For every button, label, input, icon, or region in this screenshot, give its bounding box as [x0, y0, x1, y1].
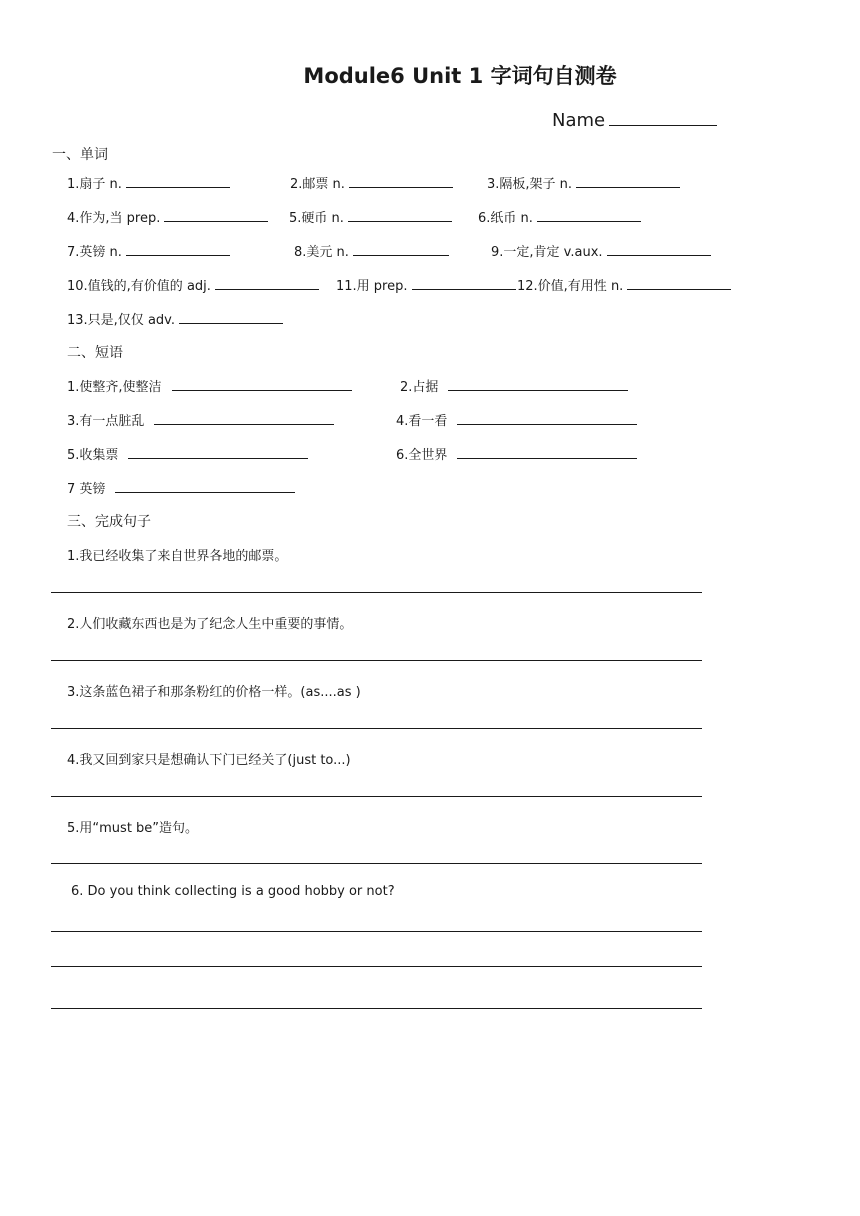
word-item[interactable]: 11.用 prep. — [336, 275, 516, 294]
answer-line[interactable] — [51, 796, 702, 797]
answer-blank[interactable] — [412, 276, 516, 290]
answer-line[interactable] — [51, 966, 702, 967]
section-phrases-heading: 二、短语 — [67, 345, 123, 361]
answer-blank[interactable] — [627, 276, 731, 290]
sentence-prompt: 4.我又回到家只是想确认下门已经关了(just to...) — [67, 753, 351, 768]
word-item[interactable]: 2.邮票 n. — [290, 173, 453, 192]
answer-blank[interactable] — [126, 174, 230, 188]
answer-blank[interactable] — [353, 242, 449, 256]
answer-blank[interactable] — [154, 411, 334, 425]
answer-line[interactable] — [51, 863, 702, 864]
word-item[interactable]: 1.扇子 n. — [67, 173, 230, 192]
sentence-prompt: 6. Do you think collecting is a good hobby or not? — [71, 884, 395, 899]
answer-blank[interactable] — [457, 445, 637, 459]
word-item[interactable]: 7.英镑 n. — [67, 241, 230, 260]
name-label: Name — [552, 110, 606, 131]
answer-blank[interactable] — [115, 479, 295, 493]
sentence-prompt: 1.我已经收集了来自世界各地的邮票。 — [67, 549, 288, 564]
name-field[interactable] — [552, 109, 717, 131]
answer-line[interactable] — [51, 592, 702, 593]
answer-blank[interactable] — [179, 310, 283, 324]
section-sentences-heading: 三、完成句子 — [67, 514, 151, 530]
word-item[interactable]: 8.美元 n. — [294, 241, 449, 260]
word-item[interactable]: 9.一定,肯定 v.aux. — [491, 241, 711, 260]
answer-line[interactable] — [51, 931, 702, 932]
phrase-item[interactable]: 7 英镑 — [67, 478, 295, 497]
phrase-item[interactable]: 3.有一点脏乱 — [67, 410, 334, 429]
word-item[interactable]: 12.价值,有用性 n. — [517, 275, 731, 294]
phrase-item[interactable]: 5.收集票 — [67, 444, 308, 463]
phrase-item[interactable]: 1.使整齐,使整洁 — [67, 376, 352, 395]
answer-blank[interactable] — [348, 208, 452, 222]
section-words-heading: 一、单词 — [52, 147, 108, 163]
word-item[interactable]: 6.纸币 n. — [478, 207, 641, 226]
answer-line[interactable] — [51, 1008, 702, 1009]
sentence-prompt: 5.用“must be”造句。 — [67, 821, 199, 836]
answer-blank[interactable] — [126, 242, 230, 256]
phrase-item[interactable]: 4.看一看 — [396, 410, 637, 429]
word-item[interactable]: 13.只是,仅仅 adv. — [67, 309, 283, 328]
phrase-item[interactable]: 6.全世界 — [396, 444, 637, 463]
phrase-item[interactable]: 2.占据 — [400, 376, 628, 395]
page-title: Module6 Unit 1 字词句自测卷 — [303, 64, 617, 88]
sentence-prompt: 2.人们收藏东西也是为了纪念人生中重要的事情。 — [67, 617, 353, 632]
answer-blank[interactable] — [128, 445, 308, 459]
answer-line[interactable] — [51, 660, 702, 661]
word-item[interactable]: 5.硬币 n. — [289, 207, 452, 226]
answer-line[interactable] — [51, 728, 702, 729]
word-item[interactable]: 4.作为,当 prep. — [67, 207, 268, 226]
word-item[interactable]: 3.隔板,架子 n. — [487, 173, 680, 192]
sentence-prompt: 3.这条蓝色裙子和那条粉红的价格一样。(as....as ) — [67, 685, 361, 700]
word-item[interactable]: 10.值钱的,有价值的 adj. — [67, 275, 319, 294]
answer-blank[interactable] — [576, 174, 680, 188]
answer-blank[interactable] — [164, 208, 268, 222]
name-blank[interactable] — [609, 109, 717, 126]
answer-blank[interactable] — [172, 377, 352, 391]
answer-blank[interactable] — [537, 208, 641, 222]
answer-blank[interactable] — [448, 377, 628, 391]
answer-blank[interactable] — [349, 174, 453, 188]
answer-blank[interactable] — [457, 411, 637, 425]
answer-blank[interactable] — [215, 276, 319, 290]
answer-blank[interactable] — [607, 242, 711, 256]
